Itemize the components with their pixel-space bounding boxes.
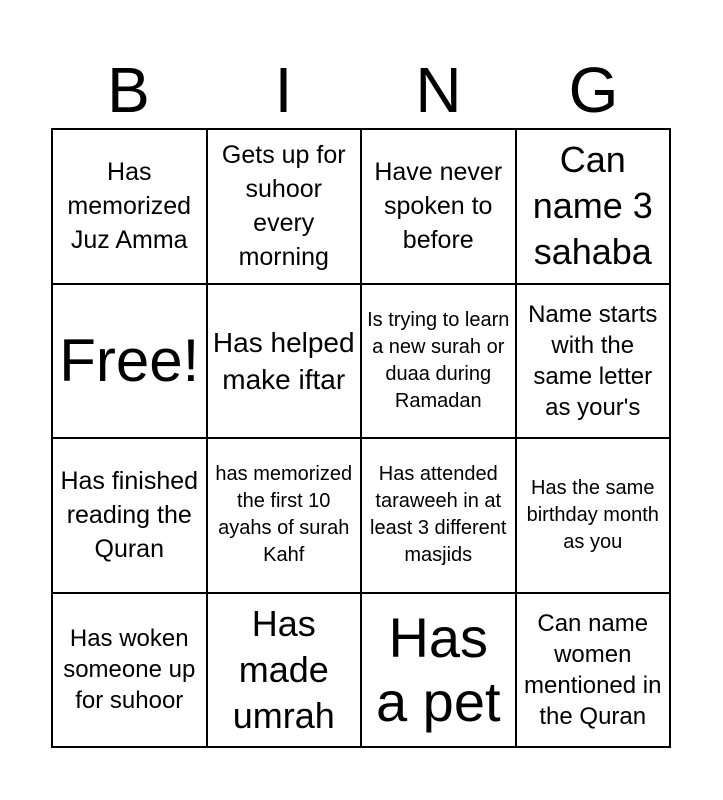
cell-text: Name starts with the same letter as your's	[528, 300, 658, 421]
bingo-cell-r3c3[interactable]	[362, 439, 517, 594]
cell-text: Can name 3 sahaba	[532, 139, 653, 273]
bingo-cell-r4c4[interactable]	[517, 594, 672, 749]
cell-text: Has helped make iftar	[212, 326, 355, 395]
bingo-cell-r1c1[interactable]	[53, 130, 208, 285]
bingo-cell-r4c3[interactable]	[362, 594, 517, 749]
bingo-cell-r2c3[interactable]	[362, 285, 517, 440]
free-space-text: Free!	[59, 326, 200, 394]
cell-text: Has finished reading the Quran	[60, 467, 199, 564]
bingo-header	[51, 52, 671, 128]
cell-text: Can name women mentioned in the Quran	[524, 609, 662, 730]
cell-text: Has a pet	[375, 605, 501, 733]
header-letter-b: B	[107, 54, 150, 126]
bingo-cell-r1c3[interactable]	[362, 130, 517, 285]
bingo-cell-r4c2[interactable]	[208, 594, 363, 749]
bingo-cell-r1c2[interactable]	[208, 130, 363, 285]
header-letter-n: N	[415, 54, 462, 126]
bingo-cell-r3c2[interactable]	[208, 439, 363, 594]
bingo-cell-r2c2[interactable]	[208, 285, 363, 440]
bingo-cell-r4c1[interactable]	[53, 594, 208, 749]
header-letter-g: G	[568, 54, 619, 126]
bingo-cell-r2c4[interactable]	[517, 285, 672, 440]
cell-text: Has memorized Juz Amma	[67, 158, 192, 255]
cell-text: Have never spoken to before	[374, 158, 503, 255]
cell-text: Has woken someone up for suhoor	[63, 625, 196, 715]
header-letter-i: I	[274, 54, 293, 126]
free-space-cell[interactable]	[53, 285, 208, 440]
cell-text: Gets up for suhoor every morning	[221, 141, 346, 272]
bingo-board	[51, 128, 671, 748]
bingo-cell-r3c4[interactable]	[517, 439, 672, 594]
cell-text: Has made umrah	[232, 602, 335, 736]
bingo-cell-r1c4[interactable]	[517, 130, 672, 285]
bingo-cell-r3c1[interactable]	[53, 439, 208, 594]
cell-text: Is trying to learn a new surah or duaa during Ramadan	[367, 308, 510, 412]
cell-text: Has the same birthday month as you	[526, 476, 659, 553]
cell-text: has memorized the first 10 ayahs of surah Kahf	[215, 463, 353, 567]
cell-text: Has attended taraweeh in at least 3 different masjids	[370, 463, 507, 567]
